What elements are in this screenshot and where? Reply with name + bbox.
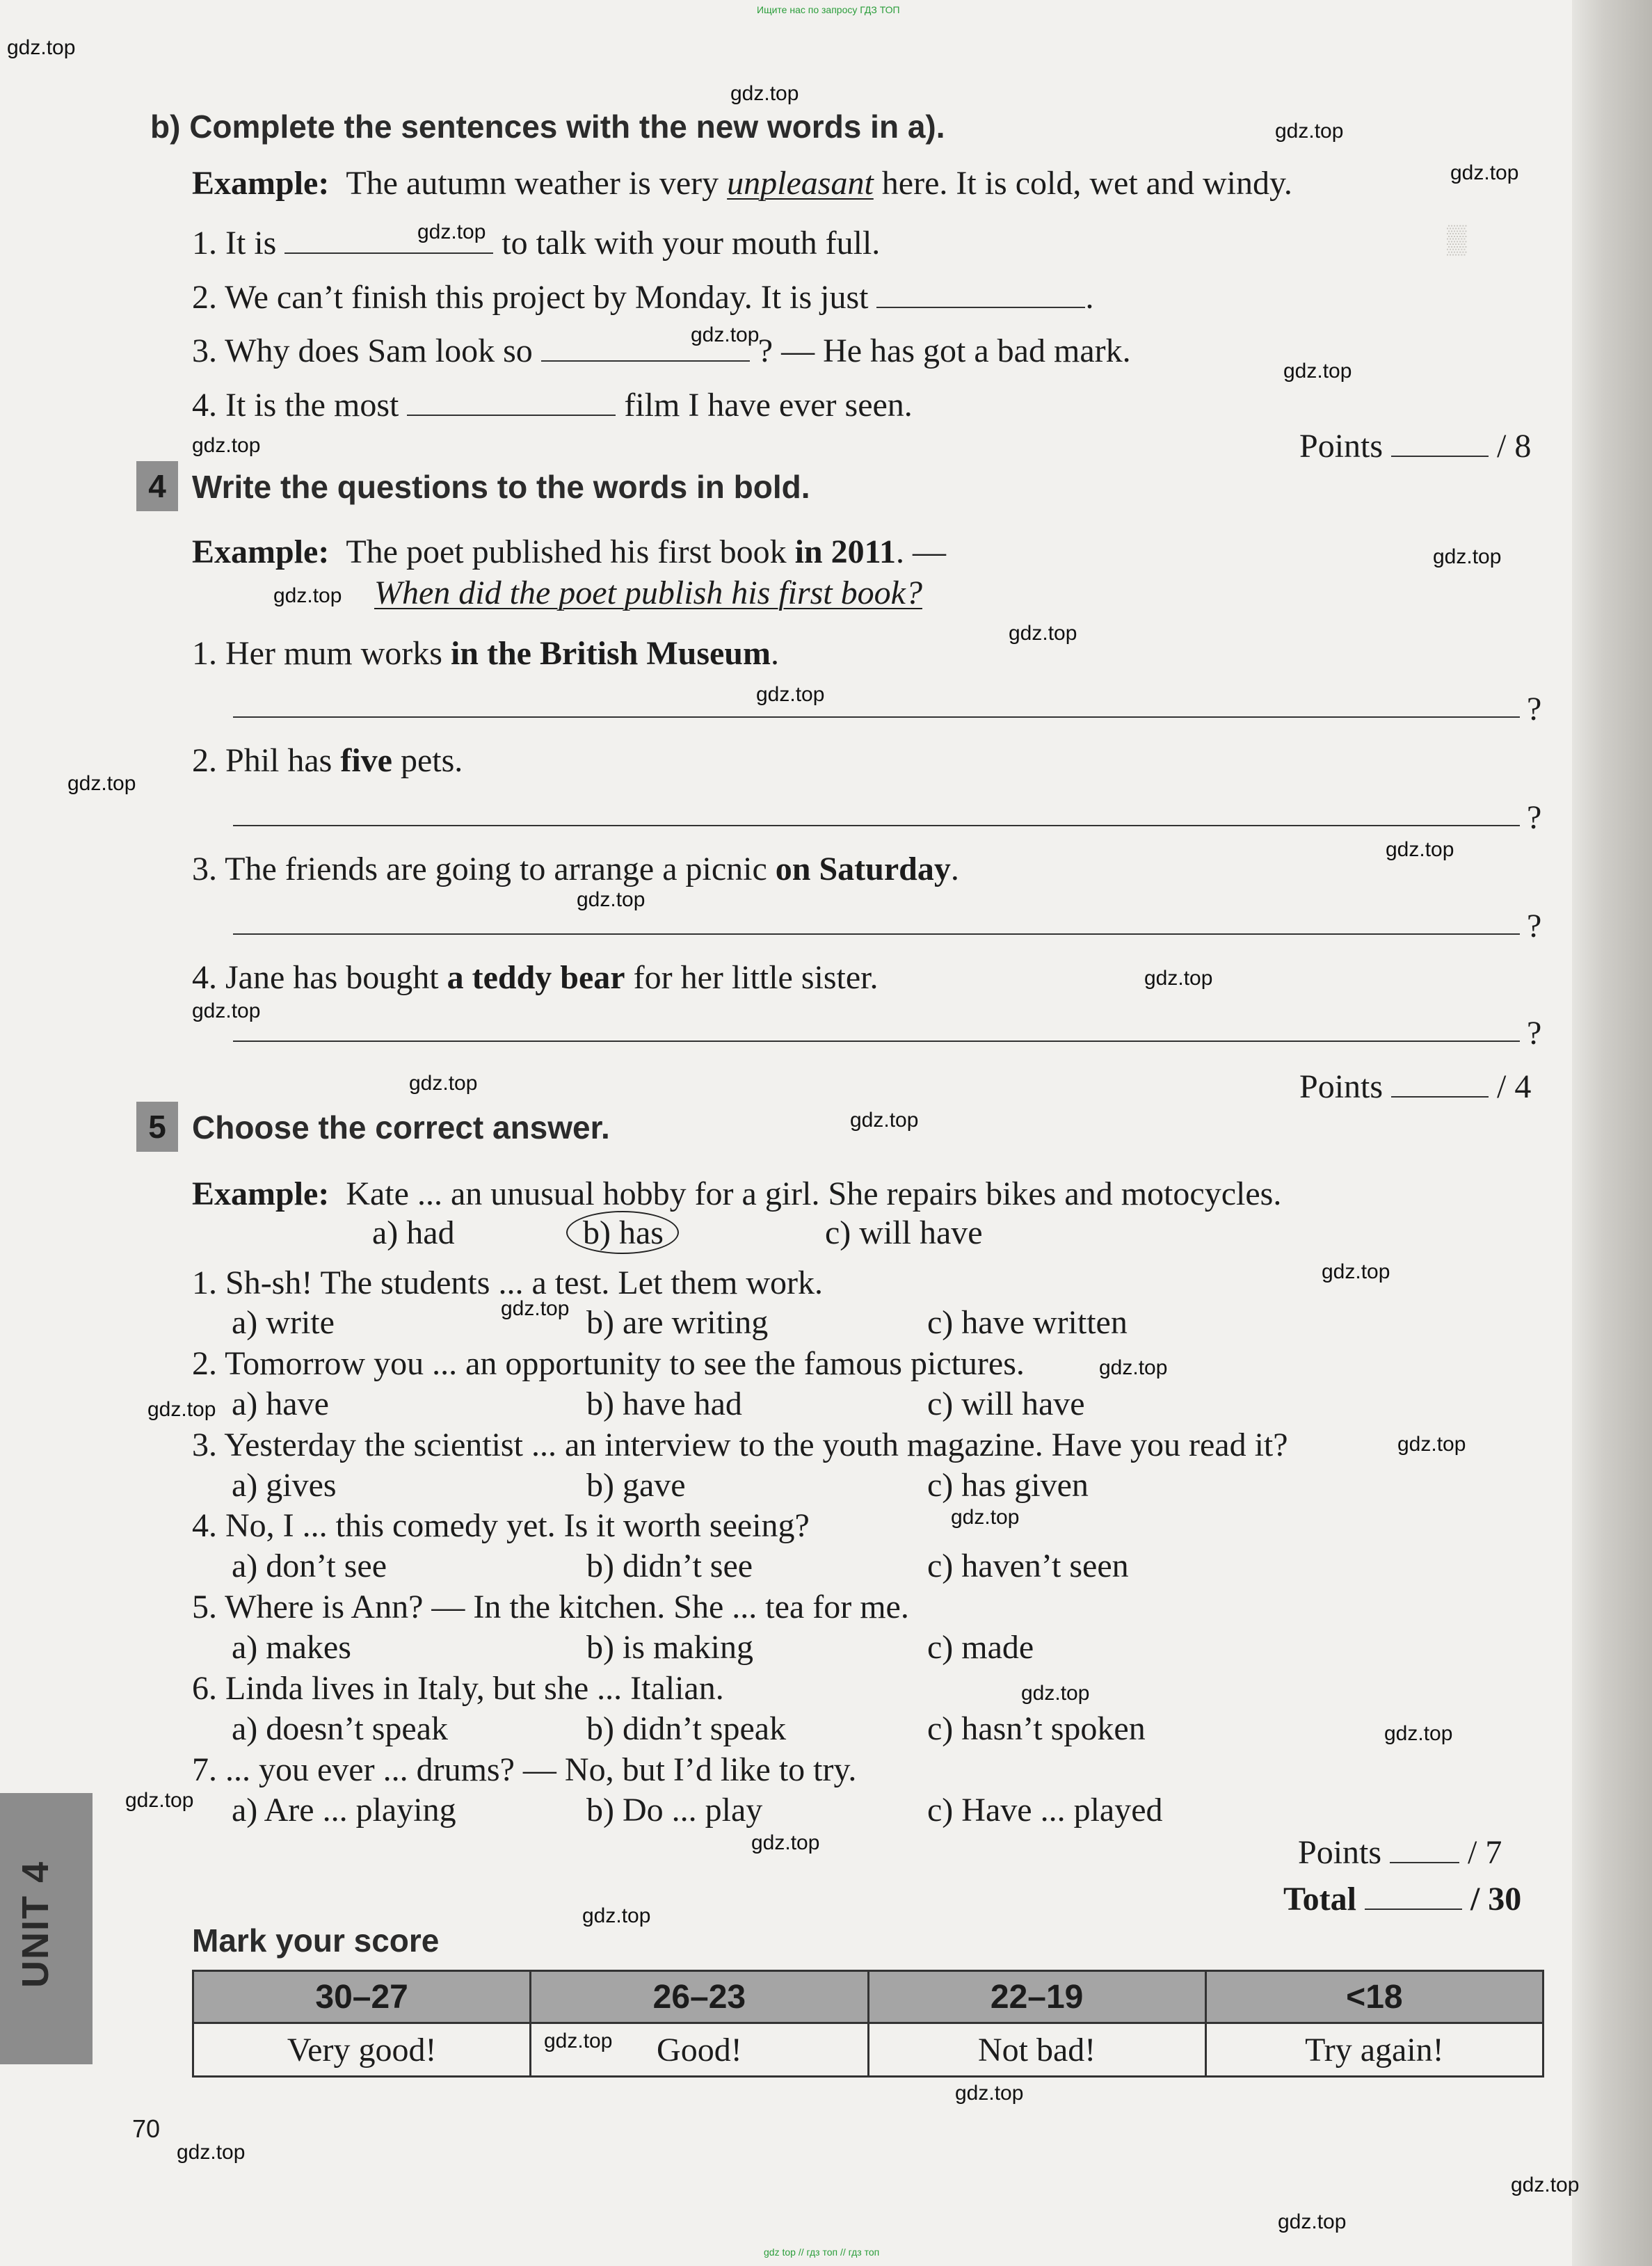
q-mark: ? [1527, 1015, 1542, 1052]
option-a[interactable]: a) gives [232, 1467, 337, 1504]
points-8 [1299, 427, 1531, 465]
watermark: gdz.top [147, 1398, 216, 1421]
section-4-example [192, 533, 946, 571]
bleed-through: ▒ [1447, 223, 1467, 255]
total-max: / 30 [1470, 1881, 1522, 1918]
watermark: gdz.top [951, 1506, 1020, 1529]
watermark: gdz.top [273, 584, 342, 607]
score-range: <18 [1205, 1971, 1543, 2023]
question-text: for her little sister. [633, 959, 879, 996]
sentence-text: 2. We can’t finish this project by Monday. It is just [192, 279, 869, 316]
score-table [192, 1970, 1544, 2078]
option-a[interactable]: a) doesn’t speak [232, 1710, 449, 1747]
sentence-text: 3. Why does Sam look so [192, 332, 533, 369]
watermark: gdz.top [125, 1789, 194, 1812]
option-c[interactable]: c) haven’t seen [927, 1548, 1129, 1584]
sentence-text: 1. It is [192, 225, 277, 262]
top-note: Ищите нас по запросу ГДЗ ТОП [757, 4, 900, 15]
bold-words: five [340, 742, 392, 779]
score-label: Try again! [1205, 2023, 1543, 2077]
section-b-example [192, 164, 1292, 202]
option-a[interactable]: a) makes [232, 1629, 351, 1666]
points-max: / 4 [1497, 1068, 1532, 1105]
points-max: / 7 [1468, 1834, 1502, 1871]
option-b[interactable]: b) didn’t speak [586, 1710, 787, 1747]
example-bold: in 2011 [794, 533, 896, 570]
watermark: gdz.top [1511, 2173, 1580, 2196]
watermark: gdz.top [177, 2141, 246, 2164]
section-b-heading: b) Complete the sentences with the new words in a). [150, 109, 945, 145]
q-mark: ? [1527, 799, 1542, 836]
answer-line-4[interactable] [233, 1040, 1520, 1042]
watermark: gdz.top [501, 1297, 570, 1320]
total-blank[interactable] [1365, 1881, 1462, 1910]
example-label: Example: [192, 533, 330, 570]
points-4 [1299, 1068, 1531, 1106]
option-c[interactable]: c) have written [927, 1304, 1128, 1341]
section-5-example [192, 1175, 1281, 1213]
sentence-2 [192, 278, 1093, 316]
sentence-1 [192, 224, 880, 262]
sentence-text: . [1085, 279, 1094, 316]
watermark: gdz.top [577, 888, 645, 911]
watermark: gdz.top [67, 772, 136, 795]
question-1 [192, 634, 779, 673]
option-c[interactable]: c) Have ... played [927, 1792, 1163, 1829]
question-text: pets. [400, 742, 463, 779]
watermark: gdz.top [1433, 545, 1502, 568]
mc-question-5: 5. Where is Ann? — In the kitchen. She ... tea for me. [192, 1589, 909, 1625]
answer-line-1[interactable] [233, 716, 1520, 718]
score-range: 26–23 [531, 1971, 868, 2023]
mc-question-2: 2. Tomorrow you ... an opportunity to see the famous pictures. [192, 1345, 1025, 1382]
watermark: gdz.top [1322, 1260, 1390, 1283]
mc-question-6: 6. Linda lives in Italy, but she ... Italian. [192, 1670, 724, 1707]
example-text-end: . — [895, 533, 946, 570]
example-option-c: c) will have [825, 1214, 983, 1251]
section-4-number: 4 [136, 461, 178, 511]
bold-words: on Saturday [775, 851, 951, 887]
watermark: gdz.top [409, 1072, 478, 1095]
watermark: gdz.top [1021, 1682, 1090, 1705]
option-b[interactable]: b) gave [586, 1467, 686, 1504]
answer-line-3[interactable] [233, 933, 1520, 935]
mc-question-7: 7. ... you ever ... drums? — No, but I’d like to try. [192, 1751, 857, 1788]
bold-words: a teddy bear [447, 959, 625, 996]
watermark: gdz.top [756, 683, 825, 706]
sentence-text: film I have ever seen. [624, 387, 913, 424]
points-7 [1298, 1833, 1502, 1872]
example-text-end: here. It is cold, wet and windy. [881, 165, 1292, 202]
watermark: gdz.top [1009, 622, 1077, 645]
option-b[interactable]: b) have had [586, 1385, 742, 1422]
example-label: Example: [192, 165, 330, 202]
watermark: gdz.top [751, 1831, 820, 1854]
points-max: / 8 [1497, 428, 1532, 465]
points-label: Points [1299, 428, 1384, 465]
mc-question-1: 1. Sh-sh! The students ... a test. Let them work. [192, 1264, 823, 1301]
watermark: gdz.top [1099, 1356, 1168, 1379]
watermark: gdz.top [1144, 967, 1213, 990]
watermark: gdz.top [417, 220, 486, 243]
points-blank[interactable] [1391, 1068, 1489, 1098]
section-4-heading: Write the questions to the words in bold. [192, 469, 810, 505]
question-text: 4. Jane has bought [192, 959, 439, 996]
sentence-text: ? — He has got a bad mark. [757, 332, 1131, 369]
watermark: gdz.top [1278, 2210, 1347, 2233]
points-blank[interactable] [1391, 428, 1489, 457]
sentence-3 [192, 332, 1131, 370]
watermark: gdz.top [192, 434, 261, 457]
score-heading: Mark your score [192, 1922, 440, 1959]
example-option-b: b) has [583, 1214, 664, 1251]
question-text: 3. The friends are going to arrange a picnic [192, 851, 767, 887]
points-label: Points [1299, 1068, 1384, 1105]
score-range: 30–27 [193, 1971, 531, 2023]
watermark: gdz.top [955, 2082, 1024, 2105]
answer-blank[interactable] [407, 387, 616, 416]
watermark: gdz.top [1283, 360, 1352, 383]
watermark: gdz.top [7, 36, 76, 59]
score-range: 22–19 [868, 1971, 1205, 2023]
unit-label: UNIT 4 [15, 1860, 56, 1988]
answer-line-2[interactable] [233, 825, 1520, 826]
example-text: The autumn weather is very [346, 165, 719, 202]
q-mark: ? [1527, 691, 1542, 728]
section-5-heading: Choose the correct answer. [192, 1109, 610, 1146]
section-5-number: 5 [136, 1102, 178, 1152]
option-c[interactable]: c) hasn’t spoken [927, 1710, 1146, 1747]
option-a[interactable]: a) have [232, 1385, 329, 1422]
q-mark: ? [1527, 908, 1542, 945]
bottom-note: gdz top // гдз топ // гдз топ [764, 2247, 880, 2258]
example-answer: When did the poet publish his first book? [374, 574, 922, 611]
watermark: gdz.top [850, 1109, 919, 1132]
option-b[interactable]: b) didn’t see [586, 1548, 753, 1584]
example-label: Example: [192, 1175, 330, 1212]
option-c[interactable]: c) has given [927, 1467, 1089, 1504]
option-a[interactable]: a) write [232, 1304, 335, 1341]
watermark: gdz.top [1450, 161, 1519, 184]
watermark: gdz.top [1397, 1433, 1466, 1456]
option-b[interactable]: b) is making [586, 1629, 753, 1666]
section-4-example-answer [374, 574, 922, 612]
points-blank[interactable] [1390, 1834, 1459, 1863]
score-label: Not bad! [868, 2023, 1205, 2077]
total-score [1283, 1880, 1521, 1918]
watermark: gdz.top [192, 999, 261, 1022]
question-4 [192, 958, 879, 997]
option-c[interactable]: c) will have [927, 1385, 1085, 1422]
example-text: The poet published his first book [346, 533, 787, 570]
example-text: Kate ... an unusual hobby for a girl. She repairs bikes and motocycles. [346, 1175, 1282, 1212]
mc-question-4: 4. No, I ... this comedy yet. Is it worth seeing? [192, 1507, 810, 1544]
page-number: 70 [132, 2114, 161, 2143]
watermark: gdz.top [1384, 1722, 1453, 1745]
answer-blank[interactable] [876, 279, 1085, 308]
example-option-a: a) had [372, 1214, 455, 1251]
watermark: gdz.top [582, 1904, 651, 1927]
watermark: gdz.top [1275, 120, 1344, 143]
page-fold-shadow [1572, 0, 1652, 2266]
points-label: Points [1298, 1834, 1382, 1871]
watermark: gdz.top [730, 82, 799, 105]
option-b[interactable]: b) Do ... play [586, 1792, 763, 1829]
option-a[interactable]: a) Are ... playing [232, 1792, 456, 1829]
option-c[interactable]: c) made [927, 1629, 1034, 1666]
sentence-text: to talk with your mouth full. [502, 225, 881, 262]
option-a[interactable]: a) don’t see [232, 1548, 387, 1584]
bold-words: in the British Museum [450, 635, 771, 672]
total-label: Total [1283, 1881, 1356, 1918]
sentence-text: 4. It is the most [192, 387, 399, 424]
question-2 [192, 741, 463, 780]
mc-question-3: 3. Yesterday the scientist ... an interview to the youth magazine. Have you read it? [192, 1427, 1288, 1463]
watermark: gdz.top [544, 2030, 613, 2052]
score-label: Very good! [193, 2023, 531, 2077]
question-text: 2. Phil has [192, 742, 332, 779]
question-3 [192, 850, 959, 888]
question-text: . [770, 635, 779, 672]
option-b[interactable]: b) are writing [586, 1304, 769, 1341]
sentence-4 [192, 386, 913, 424]
watermark: gdz.top [691, 323, 760, 346]
watermark: gdz.top [1386, 838, 1454, 861]
score-label: Good! [531, 2023, 868, 2077]
example-answer: unpleasant [727, 165, 874, 202]
question-text: 1. Her mum works [192, 635, 442, 672]
question-text: . [950, 851, 959, 887]
